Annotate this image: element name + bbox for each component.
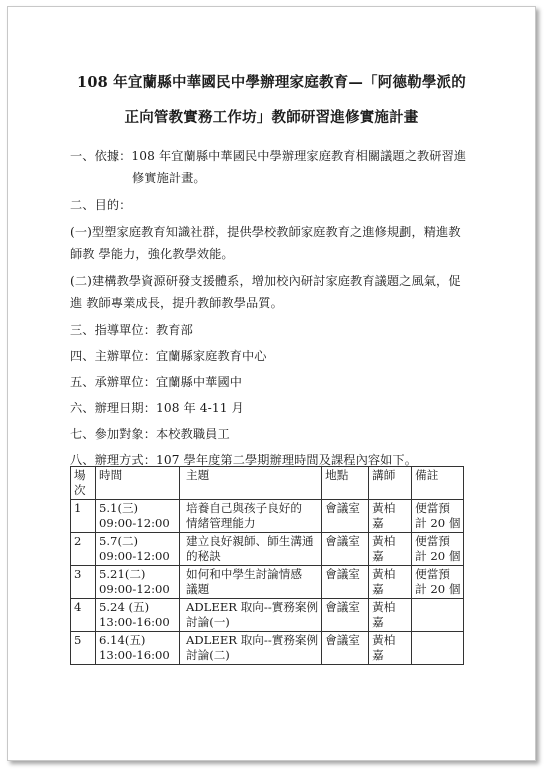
row-time: 5.24 (五) 13:00-16:00 [96,599,180,632]
row-note: 便當預 計 20 個 [412,533,464,566]
row-time: 5.1(三) 09:00-12:00 [96,500,180,533]
section-co-organizer: 五、承辦單位：宜蘭縣中華國中 [70,375,243,389]
table-row [71,500,464,533]
row-note [412,632,464,665]
row-session: 2 [71,533,96,566]
document-title-line-2: 正向管教實務工作坊」教師研習進修實施計畫 [124,109,419,126]
row-time: 5.7(二) 09:00-12:00 [96,533,180,566]
row-location: 會議室 [322,632,369,665]
section-participants: 七、參加對象：本校教職員工 [70,427,230,441]
purpose-item-2-line-1: (二)建構教學資源研發支援體系，增加校內研討家庭教育議題之風氣，促 [70,274,461,288]
schedule-table [70,466,464,665]
section-supervising-unit: 三、指導單位：教育部 [70,323,193,337]
section-dates: 六、辦理日期：108 年 4-11 月 [70,401,244,415]
row-note: 便當預 計 20 個 [412,566,464,599]
table-row [71,566,464,599]
section-basis: 一、依據：108 年宜蘭縣中華國民中學辦理家庭教育相關議題之教研習進 [70,149,467,163]
row-speaker: 黃柏 嘉 [369,500,412,533]
document-title-line-1: 108 年宜蘭縣中華國民中學辦理家庭教育—「阿德勒學派的 [77,74,466,91]
section-purpose-heading: 二、目的： [70,198,132,212]
header-time: 時間 [96,467,180,500]
section-method: 八、辦理方式：107 學年度第二學期辦理時間及課程內容如下。 [70,453,418,467]
row-topic: 如何和中學生討論情感 議題 [180,566,322,599]
row-time: 6.14(五) 13:00-16:00 [96,632,180,665]
row-time: 5.21(二) 09:00-12:00 [96,566,180,599]
table-row [71,632,464,665]
section-organizer: 四、主辦單位：宜蘭縣家庭教育中心 [70,349,267,363]
header-topic: 主題 [180,467,322,500]
row-session: 4 [71,599,96,632]
header-session: 場 次 [71,467,96,500]
header-speaker: 講師 [369,467,412,500]
row-topic: ADLEER 取向--實務案例 討論(一) [180,599,322,632]
header-note: 備註 [412,467,464,500]
row-location: 會議室 [322,533,369,566]
row-session: 5 [71,632,96,665]
document-page [7,6,536,761]
section-basis-continued: 修實施計畫。 [132,171,206,185]
purpose-item-1-line-1: (一)型塑家庭教育知識社群，提供學校教師家庭教育之進修規劃，精進教 [70,225,461,239]
row-session: 3 [71,566,96,599]
row-location: 會議室 [322,599,369,632]
table-header-row [71,467,464,500]
table-row [71,533,464,566]
purpose-item-2-line-2: 進 教師專業成長，提升教師教學品質。 [70,296,283,310]
row-location: 會議室 [322,500,369,533]
row-location: 會議室 [322,566,369,599]
row-session: 1 [71,500,96,533]
row-topic: 培養自己與孩子良好的 情緒管理能力 [180,500,322,533]
row-topic: 建立良好親師、師生溝通 的秘訣 [180,533,322,566]
row-speaker: 黃柏 嘉 [369,599,412,632]
table-row [71,599,464,632]
row-note: 便當預 計 20 個 [412,500,464,533]
purpose-item-1-line-2: 師教 學能力，強化教學效能。 [70,247,234,261]
row-topic: ADLEER 取向--實務案例 討論(二) [180,632,322,665]
header-location: 地點 [322,467,369,500]
row-note [412,599,464,632]
row-speaker: 黃柏 嘉 [369,533,412,566]
row-speaker: 黃柏 嘉 [369,632,412,665]
row-speaker: 黃柏 嘉 [369,566,412,599]
